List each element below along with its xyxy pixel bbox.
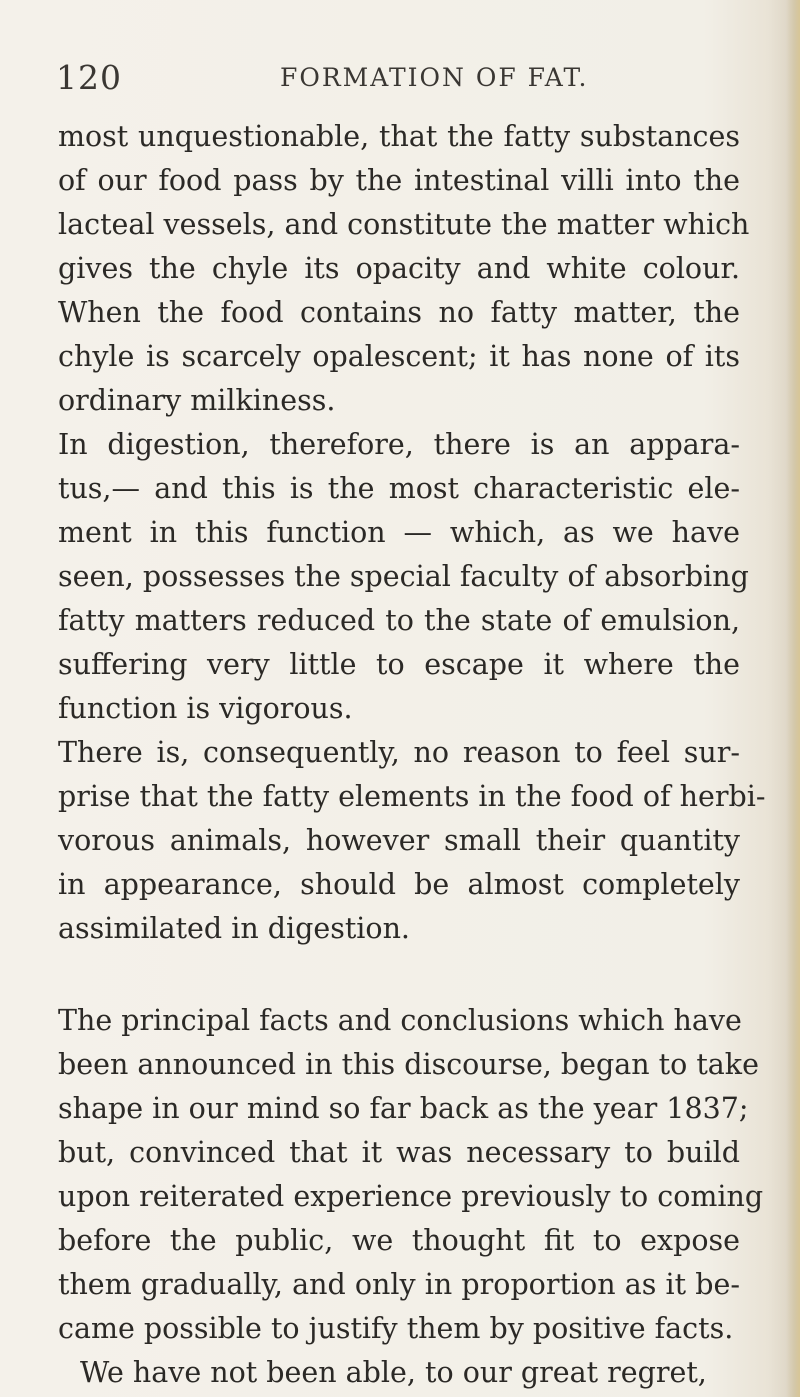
text-line: assimilated in digestion. [58,912,410,945]
text-line: When the food contains no fatty matter, the [58,296,740,329]
text-line: gives the chyle its opacity and white colour. [58,252,740,285]
text-line: ment in this function — which, as we have [58,516,740,549]
text-line: came possible to justify them by positive facts. [58,1312,734,1345]
text-line: them gradually, and only in proportion as it be- [58,1268,740,1301]
text-line: but, convinced that it was necessary to build [58,1136,740,1169]
page-edge-shadow [786,0,800,1397]
running-title: FORMATION OF FAT. [280,63,589,92]
text-line: been announced in this discourse, began to take [58,1048,759,1081]
text-line: lacteal vessels, and constitute the matter which [58,208,750,241]
text-line: The principal facts and conclusions which have [58,1004,742,1037]
text-line: suffering very little to escape it where the [58,648,740,681]
text-line: of our food pass by the intestinal villi into the [58,164,740,197]
text-line: fatty matters reduced to the state of emulsion, [58,604,740,637]
text-line: vorous animals, however small their quantity [58,824,740,857]
text-line: upon reiterated experience previously to coming [58,1180,764,1213]
text-line: before the public, we thought fit to expose [58,1224,740,1257]
text-line: function is vigorous. [58,692,353,725]
text-line: chyle is scarcely opalescent; it has none of its [58,340,740,373]
page-header [56,58,756,98]
text-line: tus,— and this is the most characteristic ele- [58,472,740,505]
text-line: most unquestionable, that the fatty substances [58,120,740,153]
text-line: We have not been able, to our great regret, [80,1356,707,1389]
text-line: There is, consequently, no reason to feel sur- [58,736,740,769]
text-line: in appearance, should be almost completely [58,868,740,901]
text-line: ordinary milkiness. [58,384,336,417]
text-line: prise that the fatty elements in the food of herbi- [58,780,766,813]
text-line: seen, possesses the special faculty of absorbing [58,560,749,593]
page-number: 120 [56,58,122,97]
text-line: shape in our mind so far back as the year 1837; [58,1092,749,1125]
text-line: In digestion, therefore, there is an appara- [58,428,740,461]
